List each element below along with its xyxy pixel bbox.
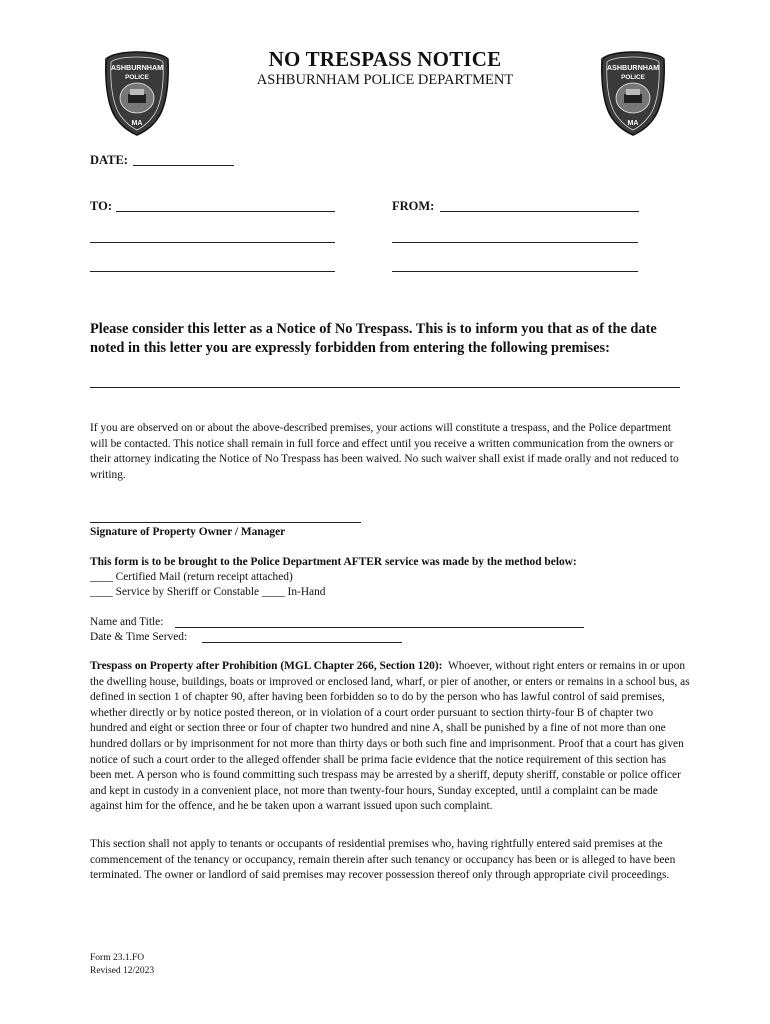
certified-mail-blank: ____ xyxy=(90,571,113,583)
signature-label: Signature of Property Owner / Manager xyxy=(90,526,286,538)
badge-mid-text: POLICE xyxy=(621,74,645,81)
badge-top-text: ASHBURNHAM xyxy=(110,63,164,72)
date-time-field[interactable] xyxy=(202,642,402,643)
from-field-line-3[interactable] xyxy=(392,271,638,272)
name-title-label: Name and Title: xyxy=(90,616,164,628)
from-field-line-1[interactable] xyxy=(440,211,639,212)
date-time-label: Date & Time Served: xyxy=(90,631,188,643)
law-paragraph xyxy=(90,659,690,815)
page-subtitle: ASHBURNHAM POLICE DEPARTMENT xyxy=(256,72,514,88)
revised-date: Revised 12/2023 xyxy=(90,966,155,976)
to-field-line-1[interactable] xyxy=(116,211,335,212)
in-hand-blank: ____ xyxy=(261,586,285,598)
certified-mail-option[interactable] xyxy=(90,570,293,586)
warning-paragraph: If you are observed on or about the above-described premises, your actions will constitute a trespass, and the Police department will be contacted. This notice shall remain in full force and effect until you receive a written communication from the owners or their attorney indicating the Notice of No Trespass has been waived. No such waiver shall exist if made orally and not reduced to writing. xyxy=(90,422,679,481)
service-instruction: This form is to be brought to the Police Department AFTER service was made by the method below: xyxy=(90,556,577,568)
sheriff-label: Service by Sheriff or Constable xyxy=(115,586,260,598)
exception-paragraph: This section shall not apply to tenants or occupants of residential premises who, having rightfully entered said premises at the commencement of the tenancy or occupancy, remain therein after such tenancy or occupancy has been or is alleged to have been terminated. The owner or landlord of said premises may recover possession thereof only through appropriate civil proceedings. xyxy=(90,838,676,882)
signature-field[interactable] xyxy=(90,522,361,523)
date-field[interactable] xyxy=(133,165,234,166)
form-number: Form 23.1.FO xyxy=(90,953,145,963)
name-title-field[interactable] xyxy=(175,627,584,628)
notice-heading: Please consider this letter as a Notice of No Trespass. This is to inform you that as of the date noted in this letter you are expressly forbidden from entering the following premises: xyxy=(90,321,657,356)
date-label: DATE: xyxy=(90,153,128,167)
badge-bottom-text: MA xyxy=(131,120,143,127)
premises-field[interactable] xyxy=(90,387,680,388)
sheriff-option[interactable] xyxy=(90,585,326,601)
page-title: NO TRESPASS NOTICE xyxy=(268,47,502,71)
from-field-line-2[interactable] xyxy=(392,242,638,243)
to-label: TO: xyxy=(90,199,112,213)
to-field-line-3[interactable] xyxy=(90,271,335,272)
law-body: Whoever, without right enters or remains in or upon the dwelling house, buildings, boats or improved or enclosed land, wharf, or pier of another, or enters or remains in a school bus, as defined in section 1 of chapter 90, after having been forbidden so to do by the person who has lawful control of said premises, whether directly or by notice posted thereon, or in violation of a court order pursuant to section thirty-four B of chapter two hundred and eight or section three or four of chapter two hundred and nine A, shall be punished by a fine of not more than one hundred dollars or by imprisonment for not more than thirty days or both such fine and imprisonment. Proof that a court has given notice of such a court order to the alleged offender shall be prima facie evidence that the notice requirement of this section has been met. A person who is found committing such trespass may be arrested by a sheriff, deputy sheriff, constable or police officer and kept in custody in a convenient place, not more than twenty-four hours, Sunday excepted, until a complaint can be made against him for the offence, and he be taken upon a warrant issued upon such complaint. xyxy=(90,660,690,813)
badge-top-text: ASHBURNHAM xyxy=(606,63,660,72)
sheriff-blank: ____ xyxy=(90,586,113,598)
badge-bottom-text: MA xyxy=(627,120,639,127)
in-hand-label: In-Hand xyxy=(287,586,326,598)
from-label: FROM: xyxy=(392,199,435,213)
badge-mid-text: POLICE xyxy=(125,74,149,81)
footer xyxy=(90,952,154,978)
certified-mail-label: Certified Mail (return receipt attached) xyxy=(115,571,293,583)
to-field-line-2[interactable] xyxy=(90,242,335,243)
law-heading: Trespass on Property after Prohibition (MGL Chapter 266, Section 120): xyxy=(90,660,443,672)
